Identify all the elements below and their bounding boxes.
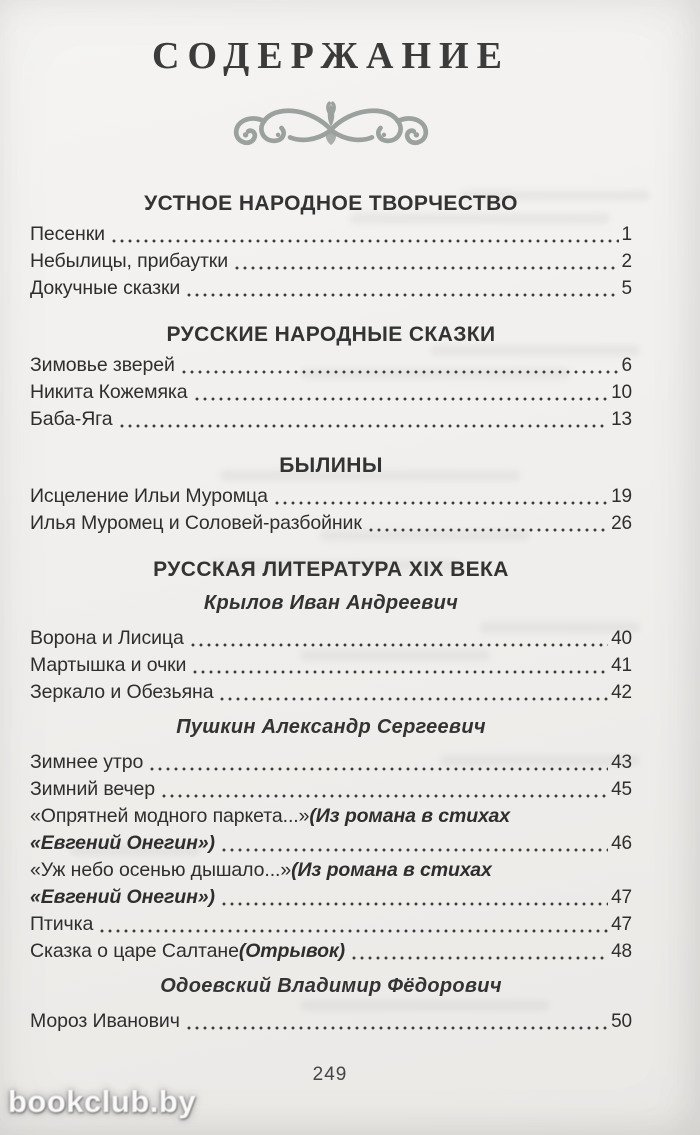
dot-leader bbox=[222, 847, 608, 853]
toc-entry-page-number: 10 bbox=[611, 382, 632, 403]
dot-leader bbox=[235, 265, 618, 271]
toc-entry bbox=[30, 379, 632, 406]
toc-entry-page-number: 45 bbox=[611, 779, 632, 800]
toc-entry-page-number: 26 bbox=[611, 513, 632, 534]
toc-entry-page-number: 46 bbox=[611, 833, 632, 854]
toc-entry bbox=[30, 884, 632, 911]
toc-entry-title: Мороз Иванович bbox=[30, 1010, 180, 1032]
toc-entry bbox=[30, 749, 632, 776]
toc-entry-title: Зимний вечер bbox=[30, 778, 156, 800]
dot-leader bbox=[222, 901, 608, 907]
toc-entry bbox=[30, 911, 632, 938]
toc-entry-title: Птичка bbox=[30, 913, 94, 935]
toc-entry-title: (Из романа в стихах bbox=[291, 859, 492, 881]
dot-leader bbox=[182, 369, 619, 375]
dot-leader bbox=[352, 955, 608, 961]
dot-leader bbox=[120, 423, 609, 429]
dot-leader bbox=[100, 928, 608, 934]
toc-entry bbox=[30, 275, 632, 302]
toc-entry-page-number: 13 bbox=[611, 409, 632, 430]
toc-sections bbox=[30, 191, 632, 1035]
toc-section bbox=[30, 191, 632, 302]
toc-entry-page-number: 2 bbox=[621, 251, 632, 272]
toc-section bbox=[30, 322, 632, 433]
toc-author-heading: Одоевский Владимир Фёдорович bbox=[160, 975, 502, 997]
toc-entry-page-number: 42 bbox=[611, 682, 632, 703]
page-title: СОДЕРЖАНИЕ bbox=[152, 35, 510, 77]
toc-entry bbox=[30, 510, 632, 537]
toc-entry bbox=[30, 679, 632, 706]
toc-section-heading: БЫЛИНЫ bbox=[279, 454, 383, 477]
toc-entry bbox=[30, 625, 632, 652]
toc-entry-title: Сказка о царе Салтане bbox=[30, 940, 239, 962]
toc-entry bbox=[30, 406, 632, 433]
toc-entry bbox=[30, 1008, 632, 1035]
toc-entry-page-number: 50 bbox=[611, 1011, 632, 1032]
dot-leader bbox=[112, 238, 619, 244]
toc-entry-title: Мартышка и очки bbox=[30, 654, 187, 676]
dot-leader bbox=[275, 500, 608, 506]
toc-entry bbox=[30, 938, 632, 965]
toc-entry-page-number: 41 bbox=[611, 655, 632, 676]
dot-leader bbox=[193, 669, 608, 675]
toc-entry-title: Никита Кожемяка bbox=[30, 381, 188, 403]
ornament-flourish-icon bbox=[30, 100, 632, 161]
dot-leader bbox=[191, 642, 608, 648]
toc-entry-title: Зеркало и Обезьяна bbox=[30, 681, 214, 703]
toc-entry bbox=[30, 652, 632, 679]
toc-entry-title: Ворона и Лисица bbox=[30, 627, 184, 649]
toc-entry-title: «Евгений Онегин») bbox=[30, 832, 215, 854]
toc-entry-page-number: 19 bbox=[611, 486, 632, 507]
toc-entry-page-number: 47 bbox=[611, 914, 632, 935]
toc-author-heading: Пушкин Александр Сергеевич bbox=[176, 716, 486, 738]
toc-section bbox=[30, 557, 632, 1035]
watermark: bookclub.by bbox=[8, 1084, 197, 1119]
toc-entry bbox=[30, 352, 632, 379]
toc-section-heading: УСТНОЕ НАРОДНОЕ ТВОРЧЕСТВО bbox=[144, 192, 518, 215]
toc-section-heading: РУССКАЯ ЛИТЕРАТУРА XIX ВЕКА bbox=[153, 558, 509, 581]
toc-section-heading: РУССКИЕ НАРОДНЫЕ СКАЗКИ bbox=[166, 323, 496, 346]
toc-entry-page-number: 43 bbox=[611, 752, 632, 773]
toc-entry-page-number: 5 bbox=[621, 278, 632, 299]
toc-entry-page-number: 40 bbox=[611, 628, 632, 649]
toc-entry-title: Исцеление Ильи Муромца bbox=[30, 485, 268, 507]
toc-entry-title: Докучные сказки bbox=[30, 277, 181, 299]
dot-leader bbox=[220, 696, 608, 702]
toc-entry bbox=[30, 776, 632, 803]
toc-entry-title: «Евгений Онегин») bbox=[30, 886, 215, 908]
toc-entry-page-number: 48 bbox=[611, 941, 632, 962]
dot-leader bbox=[195, 396, 609, 402]
toc-entry-title: «Опрятней модного паркета...» bbox=[30, 805, 310, 827]
toc-entry-title: Илья Муромец и Соловей-разбойник bbox=[30, 512, 362, 534]
toc-entry-title: Зимнее утро bbox=[30, 751, 144, 773]
toc-entry bbox=[30, 248, 632, 275]
toc-entry bbox=[30, 221, 632, 248]
toc-entry-page-number: 6 bbox=[621, 355, 632, 376]
toc-entry-title: Небылицы, прибаутки bbox=[30, 250, 229, 272]
toc-author-heading: Крылов Иван Андреевич bbox=[203, 592, 459, 614]
toc-entry-title: (Из романа в стихах bbox=[309, 805, 511, 827]
dot-leader bbox=[187, 292, 618, 298]
toc-entry-title: (Отрывок) bbox=[238, 940, 346, 962]
toc-entry-continued bbox=[30, 803, 632, 830]
toc-entry-title: «Уж небо осенью дышало...» bbox=[30, 859, 292, 881]
toc-entry-page-number: 47 bbox=[611, 887, 632, 908]
toc-section bbox=[30, 453, 632, 537]
toc-entry-title: Баба-Яга bbox=[30, 408, 113, 430]
toc-entry bbox=[30, 483, 632, 510]
folio-page-number: 249 bbox=[312, 1064, 348, 1085]
toc-entry-title: Песенки bbox=[30, 223, 105, 245]
toc-entry-title: Зимовье зверей bbox=[30, 354, 175, 376]
toc-entry bbox=[30, 830, 632, 857]
dot-leader bbox=[162, 793, 608, 799]
dot-leader bbox=[187, 1025, 608, 1031]
dot-leader bbox=[369, 527, 608, 533]
toc-entry-continued bbox=[30, 857, 632, 884]
dot-leader bbox=[150, 766, 608, 772]
toc-entry-page-number: 1 bbox=[621, 224, 632, 245]
